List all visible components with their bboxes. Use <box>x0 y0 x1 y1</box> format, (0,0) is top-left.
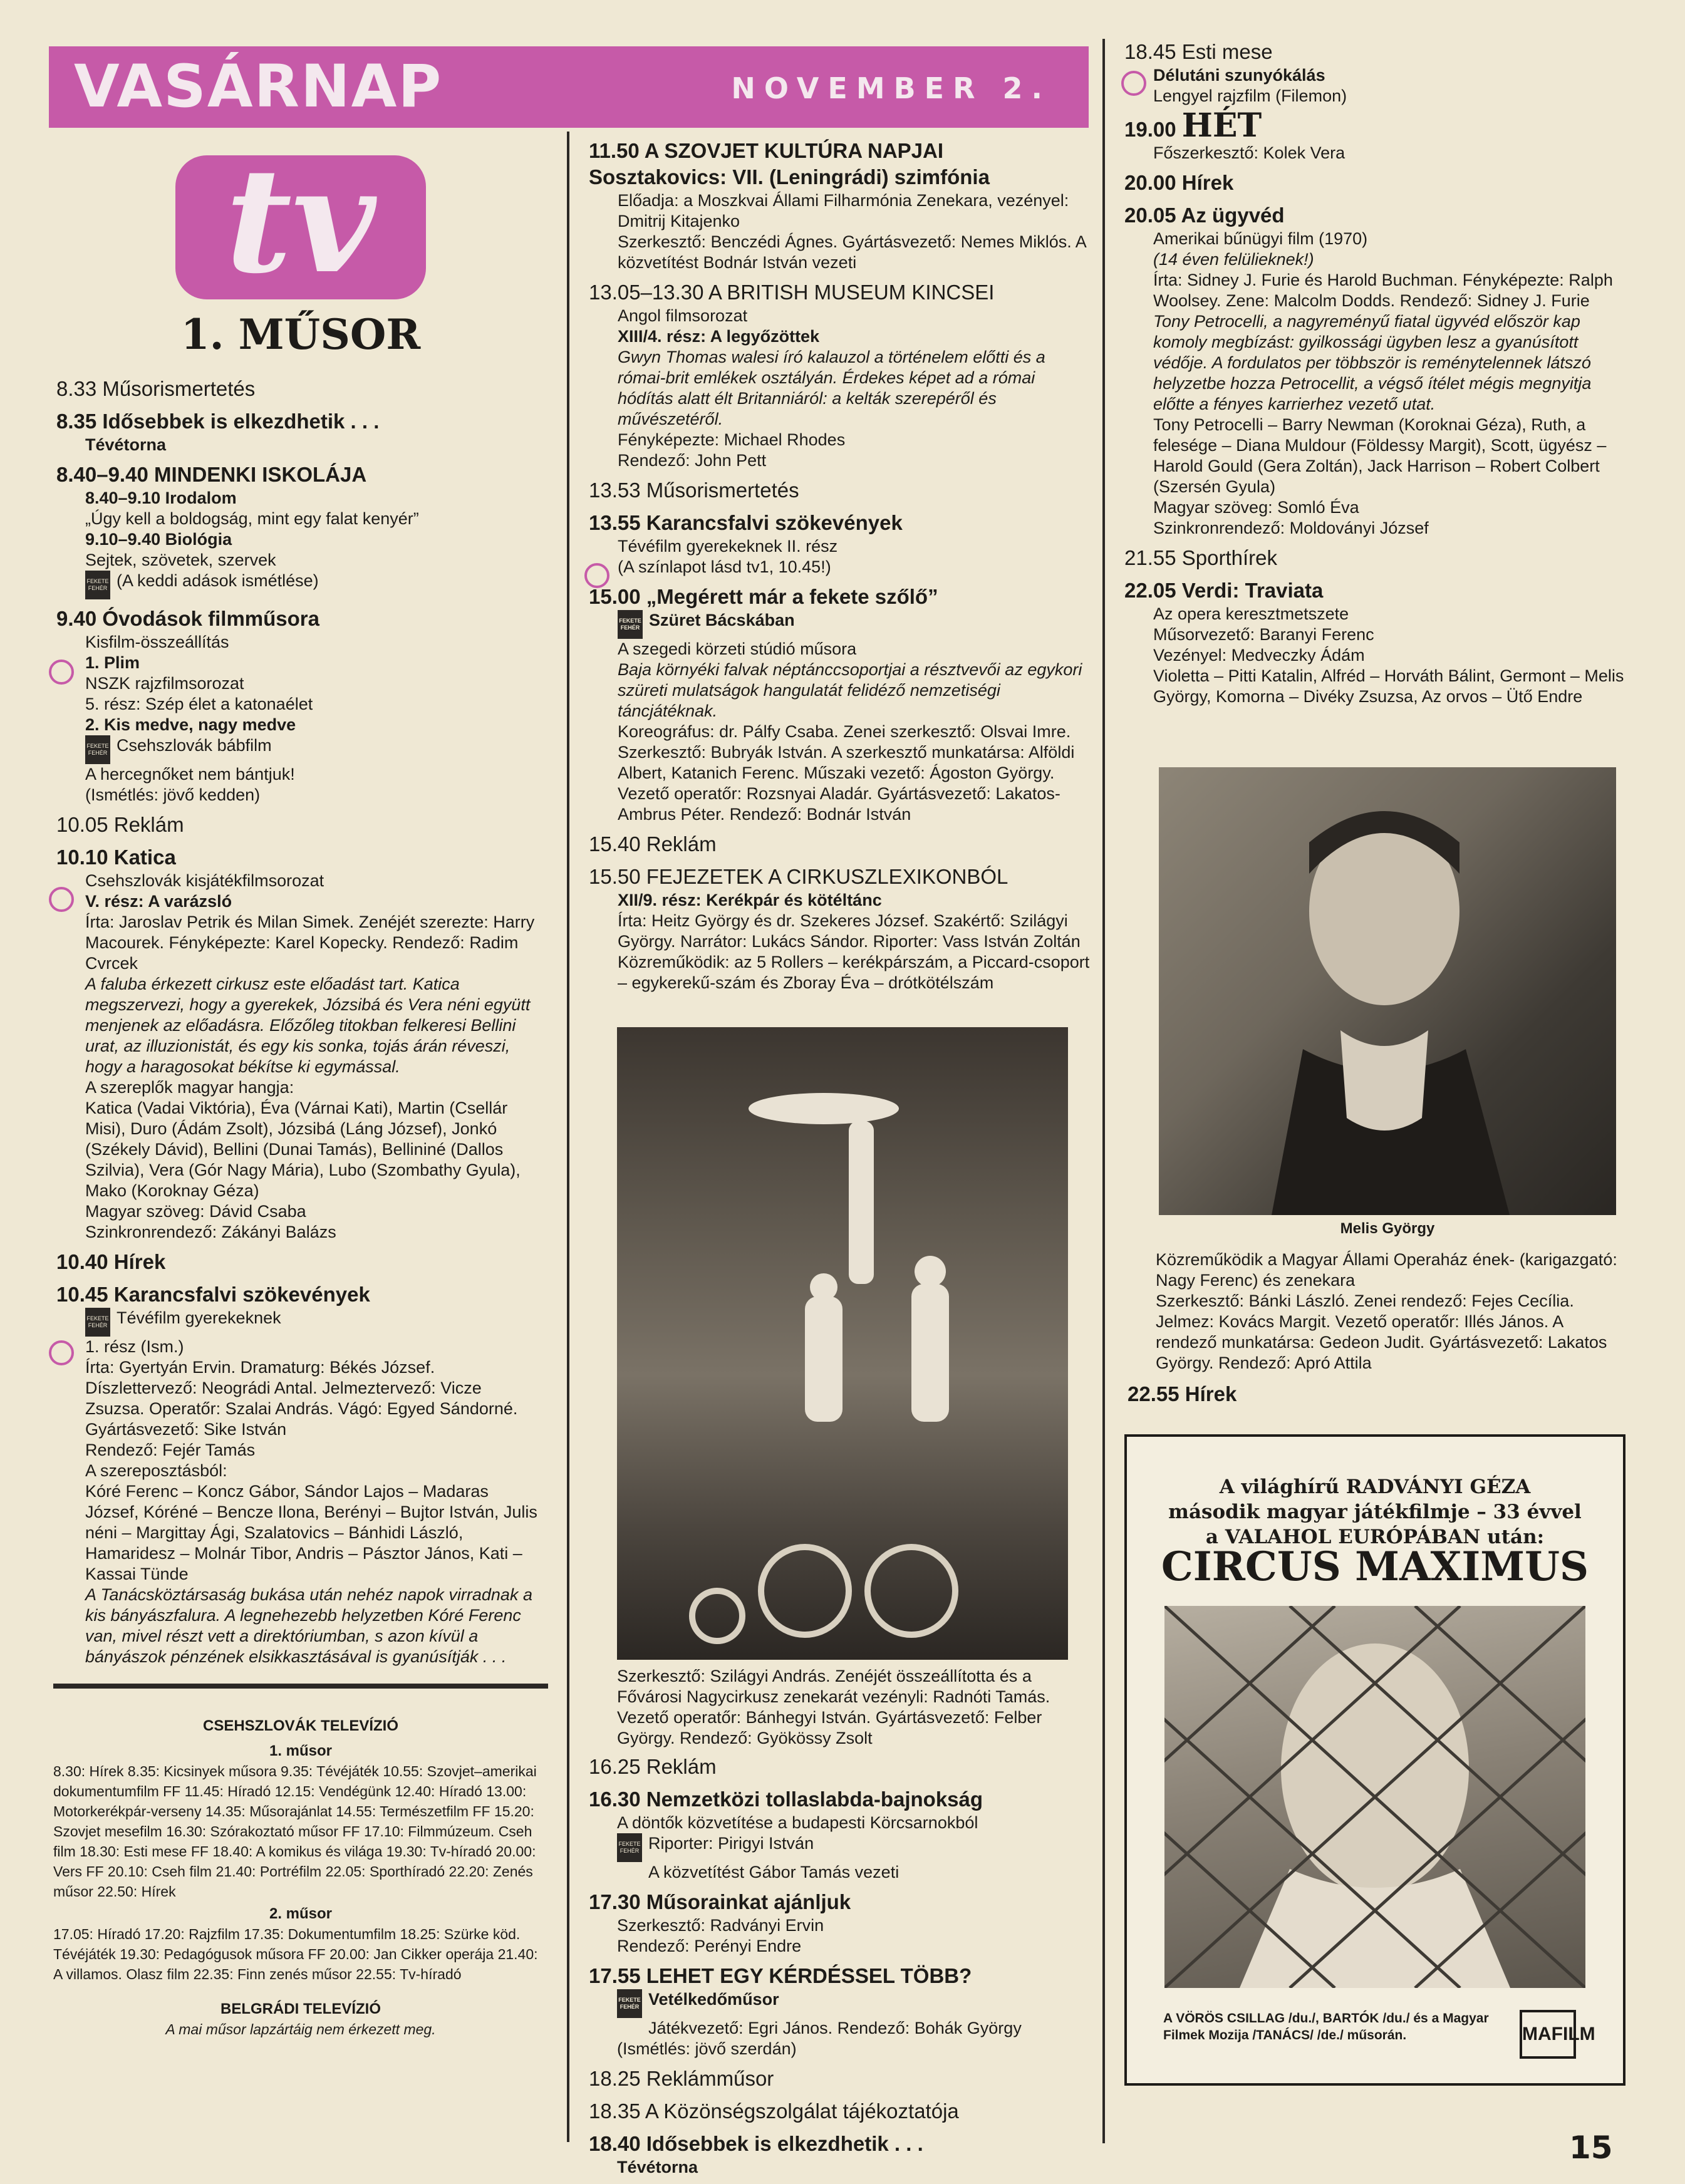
listing-line: A közvetítést Gábor Tamás vezeti <box>648 1863 900 1881</box>
listing-title: 8.33 Műsorismertetés <box>56 377 256 400</box>
listing-title: 18.45 Esti mese <box>1124 40 1273 63</box>
cyclists-illustration <box>617 1027 1068 1660</box>
listing-title: 17.30 Műsorainkat ajánljuk <box>589 1890 851 1913</box>
listing-title: 8.35 Idősebbek is elkezdhetik . . . <box>56 410 380 433</box>
listing-title: 15.00 „Megérett már a fekete szőlő” <box>589 585 938 608</box>
listing-credits: Írta: Jaroslav Petrik és Milan Simek. Zenéjét szerezte: Harry Macourek. Fényképezte: Karel Kopecky. Rendező: Radim Cvrcek <box>85 913 535 973</box>
black-white-icon: FEKETE FEHÉR <box>617 1833 642 1862</box>
listing-line: Amerikai bűnügyi film (1970) <box>1153 229 1368 248</box>
listing-cast: Katica (Vadai Viktória), Éva (Várnai Kati), Martin (Csellár Misi), Duro (Ádám Zsolt), Józsibá (Láng József), Jonkó (Székely Dávid), Bellini (Dunai Tamás), Bellininé (Dallos Szilvia), Vera (Gór Nagy Mária), Lubo (Szombathy Gyula), Mako (Koroknay Géza) <box>85 1099 521 1200</box>
listing-entry <box>56 606 545 805</box>
black-white-icon: FEKETE FEHÉR <box>85 1308 110 1337</box>
het-logo: HÉT <box>1181 106 1262 145</box>
listing-title: 8.40–9.40 MINDENKI ISKOLÁJA <box>56 463 367 486</box>
listing-entry <box>589 1963 1093 2059</box>
program-label: 2. műsor <box>269 1905 333 1922</box>
listing-entry <box>56 1281 545 1667</box>
listing-title: 16.25 Reklám <box>589 1755 717 1778</box>
listing-title: 13.53 Műsorismertetés <box>589 479 799 502</box>
listing-entry <box>56 462 545 599</box>
ad-line: a VALAHOL EURÓPÁBAN után: <box>1205 1526 1545 1548</box>
listing-line: A szereposztásból: <box>85 1461 227 1480</box>
color-program-marker <box>49 887 74 912</box>
listing-line: NSZK rajzfilmsorozat <box>85 674 244 693</box>
listing-line: A hercegnőket nem bántjuk! <box>85 765 295 784</box>
color-program-marker <box>49 660 74 685</box>
listing-title: 22.05 Verdi: Traviata <box>1124 579 1324 602</box>
listing-line: FEKETE FEHÉR (A keddi adások ismétlése) <box>56 571 545 599</box>
listing-entry <box>589 2098 1093 2124</box>
listing-cast: Violetta – Pitti Katalin, Alfréd – Horváth Bálint, Germont – Melis György, Komorna – Divéky Zsuzsa, Az orvos – Ütő Endre <box>1153 666 1624 706</box>
listing-line: (A színlapot lásd tv1, 10.45!) <box>618 557 831 576</box>
program-column-1 <box>56 376 545 1674</box>
listing-cast: Tony Petrocelli – Barry Newman (Koroknai Géza), Ruth, a felesége – Diana Muldour (Földessy Margit), Scott, ügyész – Harold Gould (Gera Zoltán), Jack Harrison – Robert Colbert (Szersén Gyula) <box>1153 415 1607 496</box>
listing-line: 1. Plim <box>85 653 140 672</box>
listing-line: Játékvezető: Egri János. Rendező: Bohák György <box>648 2019 1022 2037</box>
listing-title: 21.55 Sporthírek <box>1124 546 1277 569</box>
listing-title: 18.40 Idősebbek is elkezdhetik . . . <box>589 2132 923 2155</box>
listing-line: FEKETE FEHÉR Csehszlovák bábfilm <box>56 735 545 764</box>
listing-entry <box>589 584 1090 825</box>
melis-gyorgy-photo <box>1159 767 1616 1215</box>
listing-cast: Kóré Ferenc – Koncz Gábor, Sándor Lajos – Madaras József, Kóréné – Bencze Ilona, Berényi – Bujtor István, Julis néni – Margittay Ági, Szalatovics – Bánhidi László, Hamaridesz – Molnár Tibor, Andris – Pásztor János, Kati – Kassai Tünde <box>85 1482 537 1583</box>
program-column-2 <box>589 138 1090 1000</box>
listing-entry <box>589 279 1090 471</box>
day-title: VASÁRNAP <box>74 53 443 121</box>
listing-entry <box>1124 170 1625 196</box>
listing-entry <box>1124 39 1625 106</box>
listing-line: Angol filmsorozat <box>618 306 748 325</box>
listing-entry <box>589 1889 1093 1957</box>
black-white-icon: FEKETE FEHÉR <box>618 610 643 639</box>
listing-entry <box>589 138 1090 273</box>
program-text: 17.05: Híradó 17.20: Rajzfilm 17.35: Dokumentumfilm 18.25: Szürke köd. Tévéjáték 19.30: Pedagógusok műsora FF 20.00: Jan Cikker operája 21.40: A villamos. Olasz film 22.35: Finn zenés műsor 22.55: Tv-híradó <box>53 1926 538 1982</box>
listing-entry <box>56 812 545 838</box>
listing-line: A szereplők magyar hangja: <box>85 1078 294 1097</box>
listing-line: Közreműködik a Magyar Állami Operaház ének- (karigazgató: Nagy Ferenc) és zenekara <box>1156 1250 1617 1290</box>
listing-line: Főszerkesztő: Kolek Vera <box>1153 143 1345 162</box>
listing-line: Rendező: Perényi Endre <box>617 1937 802 1955</box>
program-text: 8.30: Hírek 8.35: Kicsinyek műsora 9.35: Tévéjáték 10.55: Szovjet–amerikai dokumentumfilm FF 11.45: Híradó 12.15: Vendégünk 12.40: Híradó 13.00: Motorkerékpár-verseny 14.35: Műsorajánlat 14.55: Természetfilm FF 15.20: Szovjet mesefilm 16.30: Szórakoztató műsor FF 17.10: Filmmúzeum. Cseh film 18.30: Esti mese FF 18.40: A komikus és világa 19.30: Tv-híradó 20.00: Vers FF 20.10: Cseh film 21.40: Portréfilm 22.05: Sporthíradó 22.20: Zenés műsor 22.50: Hírek <box>53 1763 537 1900</box>
listing-credits: Koreográfus: dr. Pálfy Csaba. Zenei szerkesztő: Olsvai Imre. Szerkesztő: Bubryák István. A szerkesztő munkatársa: Alföldi Albert, Katanich Ferenc. Műszaki vezető: Ágoston György. Vezető operatőr: Rozsnyai Aladár. Gyártásvezető: Lakatos-Ambrus Péter. Rendező: Bodnár István <box>618 722 1075 824</box>
listing-line: V. rész: A varázsló <box>85 892 232 911</box>
foreign-tv-title: BELGRÁDI TELEVÍZIÓ <box>220 2000 381 2017</box>
ad-line: második magyar játékfilmje – 33 évvel <box>1168 1501 1582 1523</box>
listing-entry <box>589 477 1090 504</box>
listing-line: Tévéfilm gyerekeknek II. rész <box>618 537 838 556</box>
date-label: NOVEMBER 2. <box>731 71 1051 105</box>
listing-line: 9.10–9.40 Biológia <box>85 530 232 549</box>
photo-caption: Melis György <box>1340 1220 1435 1237</box>
column-divider-2 <box>1102 39 1105 2143</box>
fence-portrait-illustration <box>1164 1606 1585 1988</box>
black-white-icon: FEKETE FEHÉR <box>617 1989 642 2018</box>
listing-synopsis: A faluba érkezett cirkusz este előadást tart. Katica megszervezi, hogy a gyerekek, Józsibá és Vera néni együtt menjenek az előadásra. Előzőleg titokban felkeresi Bellini urat, az illuzionistát, és egy kis sonka, tojás árán réveszi, hogy a haragosokat békítse ki egymással. <box>85 975 531 1076</box>
listing-line: Magyar szöveg: Dávid Csaba <box>85 1202 306 1221</box>
listing-synopsis: Gwyn Thomas walesi író kalauzol a történelem előtti és a római-brit emlékek osztályán. Érdekes képet ad a római hódítás alatt élt Britanniáról: a kelták szerepéről és művészetéről. <box>618 348 1045 428</box>
listing-line: Csehszlovák kisjátékfilmsorozat <box>85 871 324 890</box>
listing-entry <box>589 2066 1093 2092</box>
listing-line: Műsorvezető: Baranyi Ferenc <box>1153 625 1374 644</box>
listing-credits: Írta: Sidney J. Furie és Harold Buchman. Fényképezte: Ralph Woolsey. Zene: Malcolm Dodds. Rendező: Sidney J. Furie <box>1153 271 1613 310</box>
section-divider <box>53 1684 548 1689</box>
listing-line: „Úgy kell a boldogság, mint egy falat kenyér” <box>85 509 419 528</box>
listing-line: Szinkronrendező: Moldoványi József <box>1153 519 1429 537</box>
listing-credits: Szerkesztő: Szilágyi András. Zenéjét összeállította és a Fővárosi Nagycirkusz zenekarát vezényli: Radnóti Tamás. Vezető operatőr: Bánhegyi István. Gyártásvezető: Felber György. Rendező: Gyökössy Zsolt <box>617 1667 1050 1747</box>
ad-line: A világhírű RADVÁNYI GÉZA <box>1219 1476 1531 1498</box>
listing-entry <box>56 1249 545 1275</box>
listing-line: Délutáni szunyókálás <box>1153 66 1325 85</box>
listing-line: Rendező: Fejér Tamás <box>85 1441 256 1459</box>
foreign-tv-box <box>53 1716 548 2039</box>
listing-line: 8.40–9.10 Irodalom <box>85 489 237 507</box>
listing-entry <box>56 408 545 455</box>
listing-title: 22.55 Hírek <box>1128 1382 1237 1405</box>
listing-line: FEKETE FEHÉR Riporter: Pirigyi István <box>617 1833 1093 1862</box>
black-white-icon: FEKETE FEHÉR <box>85 735 110 764</box>
listing-line: Sejtek, szövetek, szervek <box>85 551 276 569</box>
listing-line: (Ismétlés: jövő kedden) <box>85 785 261 804</box>
listing-title: 15.40 Reklám <box>589 832 717 856</box>
listing-line: (14 éven felülieknek!) <box>1153 250 1314 269</box>
listing-line: Kisfilm-összeállítás <box>85 633 229 651</box>
listing-entry <box>1124 202 1625 539</box>
listing-line: Tévétorna <box>617 2158 698 2176</box>
listing-line: Az opera keresztmetszete <box>1153 604 1349 623</box>
listing-title: 18.25 Reklámműsor <box>589 2067 774 2090</box>
listing-line: XIII/4. rész: A legyőzöttek <box>618 327 820 346</box>
ad-photo <box>1164 1606 1585 1988</box>
listing-title: 15.50 FEJEZETEK A CIRKUSZLEXIKONBÓL <box>589 865 1008 888</box>
listing-line: Vezényel: Medveczky Ádám <box>1153 646 1365 665</box>
listing-synopsis: A Tanácsköztársaság bukása után nehéz napok virradnak a kis bányászfalura. A legnehezebb helyzetben Kóré Ferenc van, mivel részt vett a direktóriumban, s azon kívül a bányászok pénzének elsikkasztásával is gyanúsítják . . . <box>85 1585 532 1666</box>
listing-entry <box>589 2131 1093 2178</box>
listing-line: Előadja: a Moszkvai Állami Filharmónia Zenekara, vezényel: Dmitrij Kitajenko <box>618 191 1069 230</box>
listing-credits: Szerkesztő: Bánki László. Zenei rendező: Fejes Cecília. Jelmez: Kovács Margit. Vezető operatőr: Illés János. A rendező munkatársa: Gedeon Judit. Gyártásvezető: Lakatos György. Rendező: Apró Attila <box>1156 1291 1607 1372</box>
listing-subtitle: Sosztakovics: VII. (Leningrádi) szimfónia <box>589 165 990 189</box>
listing-line: FEKETE FEHÉR Tévéfilm gyerekeknek <box>56 1308 545 1337</box>
foreign-tv-title: CSEHSZLOVÁK TELEVÍZIÓ <box>202 1717 399 1734</box>
listing-line: Szinkronrendező: Zákányi Balázs <box>85 1223 336 1241</box>
day-header-band <box>49 46 1089 128</box>
ad-footer: A VÖRÖS CSILLAG /du./, BARTÓK /du./ és a Magyar Filmek Mozija /TANÁCS/ /de./ műsorán. <box>1163 2011 1489 2042</box>
portrait-illustration <box>1159 767 1616 1215</box>
listing-line: FEKETE FEHÉR Vetélkedőműsor <box>617 1989 1093 2018</box>
listing-title: 9.40 Óvodások filmműsora <box>56 607 319 630</box>
listing-line: Magyar szöveg: Somló Éva <box>1153 498 1359 517</box>
tv-logo-text: tv <box>226 137 376 306</box>
film-advertisement <box>1124 1434 1625 2086</box>
page-number: 15 <box>1569 2130 1613 2166</box>
listing-title: 13.05–13.30 A BRITISH MUSEUM KINCSEI <box>589 281 995 304</box>
listing-title: 20.05 Az ügyvéd <box>1124 204 1285 227</box>
program-text: A mai műsor lapzártáig nem érkezett meg. <box>165 2021 436 2037</box>
ad-title: CIRCUS MAXIMUS <box>1161 1543 1589 1590</box>
black-white-icon: FEKETE FEHÉR <box>85 571 110 599</box>
listing-line: 2. Kis medve, nagy medve <box>85 715 296 734</box>
listing-line: FEKETE FEHÉR Szüret Bácskában <box>589 610 1090 639</box>
mafilm-logo: MAFILM <box>1520 2010 1576 2059</box>
listing-line: A döntők közvetítése a budapesti Körcsarnokból <box>617 1813 978 1832</box>
tv-logo <box>175 137 426 306</box>
listing-entry <box>56 844 545 1243</box>
listing-line: 1. rész (Ism.) <box>85 1337 184 1356</box>
program-column-3 <box>1124 39 1625 713</box>
listing-entry <box>1124 545 1625 571</box>
listing-title: 11.50 A SZOVJET KULTÚRA NAPJAI <box>589 139 944 162</box>
listing-credits: Írta: Gyertyán Ervin. Dramaturg: Békés József. Díszlettervező: Neográdi Antal. Jelmeztervező: Vicze Zsuzsa. Operatőr: Szalai András. Vágó: Egyed Sándorné. Gyártásvezető: Sike István <box>85 1358 518 1439</box>
listing-title: 20.00 Hírek <box>1124 171 1234 194</box>
color-program-marker <box>49 1340 74 1365</box>
listing-entry <box>56 376 545 402</box>
listing-line: A szegedi körzeti stúdió műsora <box>618 639 857 658</box>
listing-title: 17.55 LEHET EGY KÉRDÉSSEL TÖBB? <box>589 1964 972 1987</box>
circus-photo <box>617 1027 1068 1660</box>
listing-title: 16.30 Nemzetközi tollaslabda-bajnokság <box>589 1788 983 1811</box>
listing-line: Lengyel rajzfilm (Filemon) <box>1153 86 1347 105</box>
listing-entry <box>589 831 1090 857</box>
listing-line: 5. rész: Szép élet a katonaélet <box>85 695 313 713</box>
listing-entry <box>1124 106 1625 163</box>
listing-synopsis: Baja környéki falvak néptáncсsoportjai a résztvevői az egykori szüreti mulatságok hangulatát felidéző nemzetiségi táncjátéknak. <box>618 660 1082 720</box>
listing-entry <box>589 1754 1093 1780</box>
listing-line: (Ismétlés: jövő szerdán) <box>617 2039 797 2058</box>
listing-title: 19.00 HÉT <box>1124 106 1262 145</box>
listing-subtitle: Tévétorna <box>85 435 167 454</box>
program-column-2-lower <box>589 1666 1093 2184</box>
listing-line: Rendező: John Pett <box>618 451 767 470</box>
program-label: 1. műsor <box>269 1742 333 1759</box>
program-title: 1. MŰSOR <box>180 310 421 359</box>
listing-credits: Szerkesztő: Benczédi Ágnes. Gyártásvezető: Nemes Miklós. A közvetítést Bodnár István vezeti <box>618 232 1086 272</box>
listing-credits: Írta: Heitz György és dr. Szekeres József. Szakértő: Szilágyi György. Narrátor: Lukács Sándor. Riporter: Vass István Zoltán <box>618 911 1081 951</box>
listing-synopsis: Tony Petrocelli, a nagyreményű fiatal ügyvéd először kap komoly megbízást: gyilkossági ügyben lesz a gyanúsított védője. A fordulatos per többször is reménytelennek látszó helyzetbe hozza Petrocellit, a végső ítélet mégis megnyitja előtte a fényes karrierhez vezető utat. <box>1153 312 1592 413</box>
listing-title: 10.40 Hírek <box>56 1250 166 1273</box>
listing-title: 10.10 Katica <box>56 846 176 869</box>
listing-entry <box>589 510 1090 577</box>
listing-line: XII/9. rész: Kerékpár és kötéltánc <box>618 891 882 909</box>
listing-entry <box>1124 577 1625 707</box>
program-column-3-lower <box>1128 1250 1625 1407</box>
column-divider-1 <box>567 132 569 2142</box>
listing-title: 13.55 Karancsfalvi szökevények <box>589 511 903 534</box>
listing-title: 10.45 Karancsfalvi szökevények <box>56 1283 370 1306</box>
listing-credits: Közreműködik: az 5 Rollers – kerékpárszám, a Piccard-csoport – egykerekű-szám és Zboray Éva – drótkötélszám <box>618 953 1090 992</box>
listing-entry <box>589 864 1090 993</box>
listing-line: Fényképezte: Michael Rhodes <box>618 430 846 449</box>
listing-title: 18.35 A Közönségszolgálat tájékoztatója <box>589 2099 959 2123</box>
listing-entry <box>589 1786 1093 1883</box>
listing-title: 10.05 Reklám <box>56 813 184 836</box>
listing-line: Szerkesztő: Radványi Ervin <box>617 1916 824 1935</box>
